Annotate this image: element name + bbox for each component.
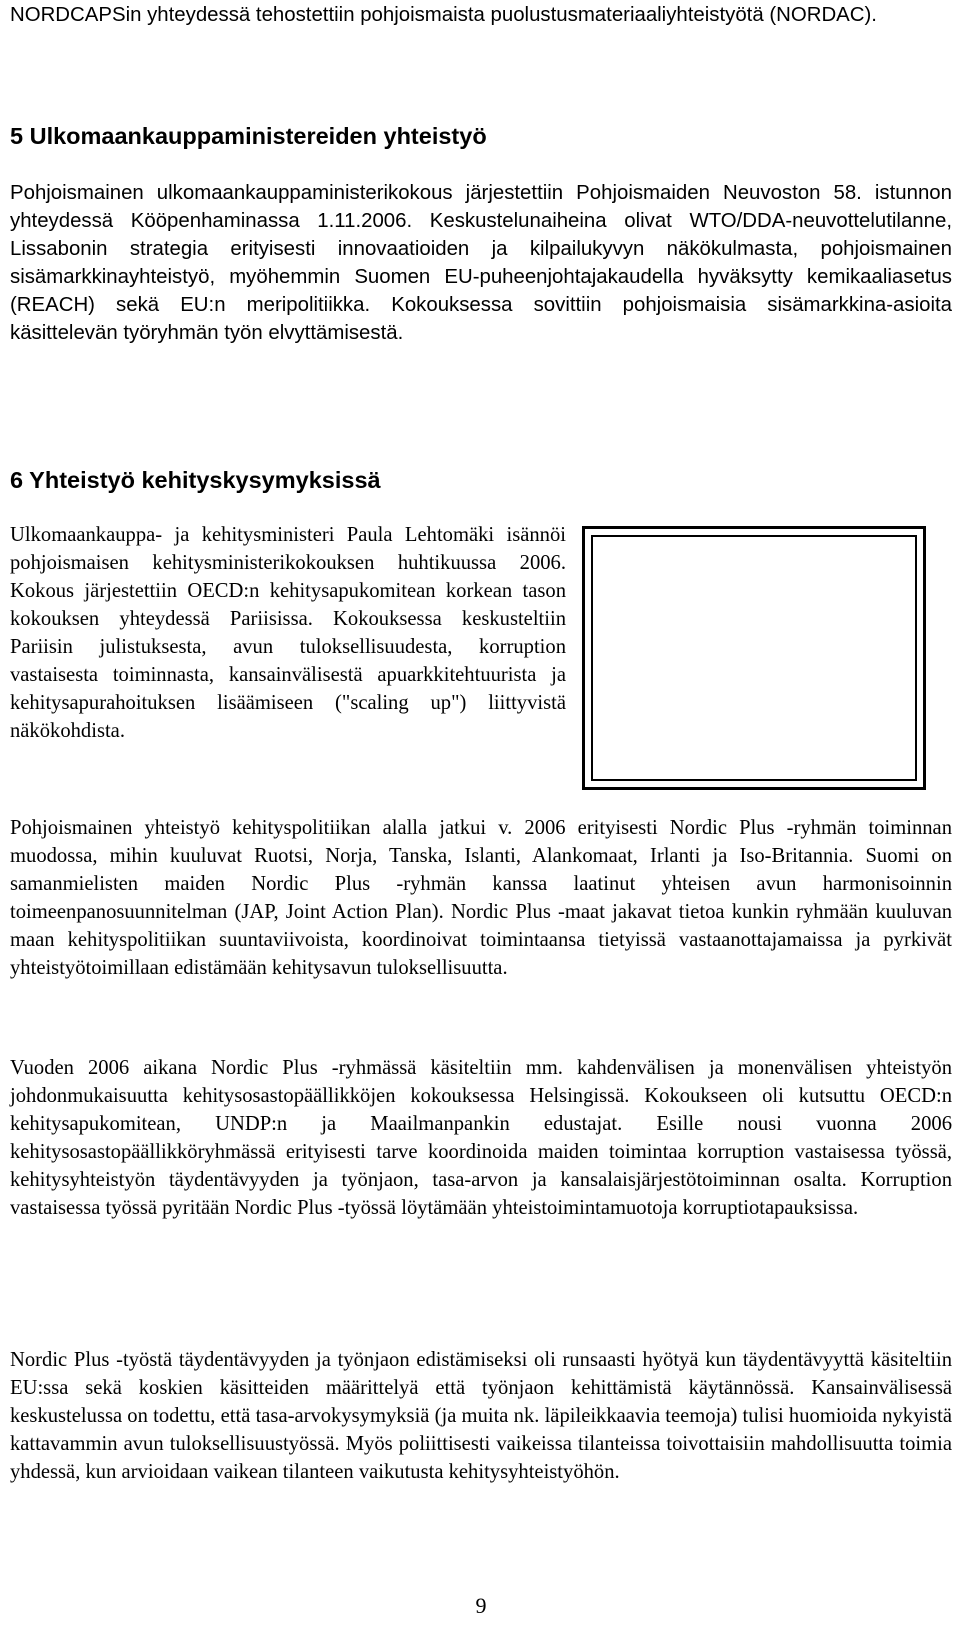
section-6-paragraph-4: Nordic Plus -työstä täydentävyyden ja työnjaon edistämiseksi oli runsaasti hyötyä kun täydentävyyttä käsiteltiin EU:ssa sekä koskien käsitteiden määrittelyä että työnjaon kehittämistä käytännössä. Kansainvälisessä keskustelussa on todettu, että tasa-arvokysymyksiä (ja muita nk. läpileikkaavia teemoja) tulisi huomioida nykyistä kattavammin avun tuloksellisuustyössä. Myös poliittisesti vaikeissa tilanteissa toivottaisiin mahdollisuutta toimia yhdessä, kun arvioidaan vaikean tilanteen vaikutusta kehitysyhteistyöhön. xyxy=(10,1349,952,1483)
section-5-heading: 5 Ulkomaankauppaministereiden yhteistyö xyxy=(10,123,487,149)
page-number: 9 xyxy=(475,1593,487,1618)
figure-frame-inner xyxy=(591,535,917,781)
section-6-paragraph-1: Ulkomaankauppa- ja kehitysministeri Paula Lehtomäki isännöi pohjoismaisen kehitysministerikokouksen huhtikuussa 2006. Kokous järjestettiin OECD:n kehitysapukomitean korkean tason kokouksen yhteydessä Pariisissa. Kokouksessa keskusteltiin Pariisin julistuksesta, avun tuloksellisuudesta, korruption vastaisesta toiminnasta, kansainvälisestä apuarkkitehtuurista ja kehitysapurahoituksen lisäämiseen ("scaling up") liittyvistä näkökohdista. xyxy=(10,524,566,742)
section-6-heading: 6 Yhteistyö kehityskysymyksissä xyxy=(10,467,381,493)
empty-figure-frame xyxy=(582,526,926,790)
intro-paragraph: NORDCAPSin yhteydessä tehostettiin pohjoismaista puolustusmateriaaliyhteistyötä (NORDAC). xyxy=(10,4,877,26)
section-6-paragraph-2: Pohjoismainen yhteistyö kehityspolitiikan alalla jatkui v. 2006 erityisesti Nordic Plus -ryhmän toiminnan muodossa, mihin kuuluvat Ruotsi, Norja, Tanska, Islanti, Alankomaat, Irlanti ja Iso-Britannia. Suomi on samanmielisten maiden Nordic Plus -ryhmän kanssa laatinut yhteisen avun harmonisoinnin toimeenpanosuunnitelman (JAP, Joint Action Plan). Nordic Plus -maat jakavat tietoa kunkin ryhmään kuuluvan maan kehityspolitiikan suuntaviivoista, koordinoivat toimintaansa tietyissä vastaanottajamaissa ja pyrkivät yhteistyötoimillaan edistämään kehitysavun tuloksellisuutta. xyxy=(10,817,952,979)
section-5-paragraph: Pohjoismainen ulkomaankauppaministerikokous järjestettiin Pohjoismaiden Neuvoston 58. istunnon yhteydessä Kööpenhaminassa 1.11.2006. Keskustelunaiheina olivat WTO/DDA-neuvottelutilanne, Lissabonin strategia erityisesti innovaatioiden ja kilpailukyvyn näkökulmasta, pohjoismainen sisämarkkinayhteistyö, myöhemmin Suomen EU-puheenjohtajakaudella hyväksytty kemikaaliasetus (REACH) sekä EU:n meripolitiikka. Kokouksessa sovittiin pohjoismaisia sisämarkkina-asioita käsittelevän työryhmän työn elvyttämisestä. xyxy=(10,182,952,344)
section-6-paragraph-3: Vuoden 2006 aikana Nordic Plus -ryhmässä käsiteltiin mm. kahdenvälisen ja monenvälisen yhteistyön johdonmukaisuutta kehitysosastopäällikköjen kokouksessa Helsingissä. Kokoukseen oli kutsuttu OECD:n kehitysapukomitean, UNDP:n ja Maailmanpankin edustajat. Esille nousi vuonna 2006 kehitysosastopäällikköryhmässä erityisesti tarve koordinoida maiden toimintaa korruption vastaisessa työssä, kehitysyhteistyön täydentävyyden ja työnjaon, tasa-arvon ja kansalaisjärjestötoiminnan osalta. Korruption vastaisessa työssä pyritään Nordic Plus -työssä löytämään yhteistoimintamuotoja korruptiotapauksissa. xyxy=(10,1057,952,1219)
